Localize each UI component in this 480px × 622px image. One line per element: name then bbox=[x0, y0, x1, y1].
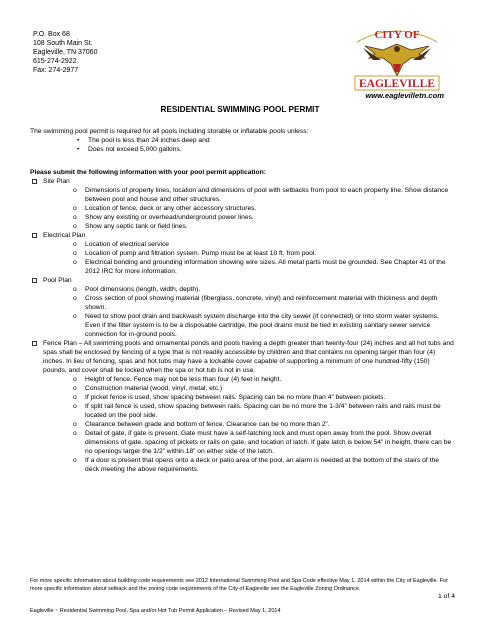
intro-section bbox=[30, 127, 455, 154]
item-text: Clearance between grade and bottom of fence. Clearance can be no more than 2”. bbox=[85, 421, 330, 428]
item-text: If a door is present that opens onto a deck or patio area of the pool, an alarm is needed at the bottom of the stairs of the deck meeting the above requirements. bbox=[85, 457, 439, 473]
list-item bbox=[30, 393, 458, 402]
circle-bullet-icon: o bbox=[73, 313, 77, 320]
document-footer: Eagleville ~ Residential Swimming Pool, Spa and/or Hot Tub Permit Application – Revised May 1, 2014 bbox=[30, 608, 281, 614]
address-line: 108 South Main St. bbox=[33, 40, 93, 47]
list-item bbox=[30, 456, 458, 474]
mailing-address bbox=[33, 30, 97, 75]
circle-bullet-icon: o bbox=[73, 214, 77, 221]
electrical-plan-section bbox=[30, 231, 458, 240]
list-item bbox=[30, 402, 458, 420]
circle-bullet-icon: o bbox=[73, 457, 77, 464]
checkbox-icon bbox=[32, 341, 37, 346]
item-text: Dimensions of property lines, location and dimensions of pool with setbacks from pool to each property line. Show distance between pool and house and other structures. bbox=[85, 187, 449, 203]
page-number: 1 of 4 bbox=[437, 593, 455, 600]
circle-bullet-icon: o bbox=[73, 223, 77, 230]
item-text: Detail of gate, if gate is present. Gate must have a self-latching lock and must open away from the pool. Show overall dimensions of gate, spacing of pickets or rails on gate, and location of latch. If gate latch is below 54” in height, there can be no openings larger the 1/2” within 18” on either side of the latch. bbox=[85, 430, 452, 455]
circle-bullet-icon: o bbox=[73, 250, 77, 257]
list-item bbox=[30, 258, 458, 276]
section-title: Site Plan bbox=[43, 178, 70, 185]
item-text: Location of electrical service bbox=[85, 241, 170, 248]
circle-bullet-icon: o bbox=[73, 403, 77, 410]
circle-bullet-icon: o bbox=[73, 421, 77, 428]
item-text: Electrical bonding and grounding information showing wire sizes. All metal parts must be grounded. See Chapter 41 of the 2012 IRC for more information. bbox=[85, 259, 446, 275]
list-item bbox=[30, 312, 458, 339]
site-plan-section bbox=[30, 177, 458, 186]
item-text: Construction material (wood, vinyl, metal, etc.) bbox=[85, 385, 223, 392]
list-item bbox=[30, 240, 458, 249]
item-text: If split rail fence is used, show spacing between rails. Spacing can be no more the 1-3/4” between rails and rails must be located on the pool side. bbox=[85, 403, 441, 419]
list-item bbox=[30, 384, 458, 393]
footer-note: For more specific information about building code requirements see 2012 International Swimming Pool and Spa Code effective May 1, 2014 within the City of Eagleville. For more specific information about setback and the zoning code requirements of the City of Eagleville see the Eagleville Zoning Ordinance. bbox=[30, 578, 448, 592]
address-line: Eagleville, TN 37060 bbox=[33, 49, 98, 56]
intro-text: The swimming pool permit is required for all pools including storable or inflatable pools unless: bbox=[30, 128, 309, 135]
fence-plan-text: Fence Plan – All swimming pools and ornamental ponds and pools having a depth greater than twenty-four (24) inches and all hot tubs and spas shall be enclosed by fencing of a type that is not readily accessible by children and that contains no opening larger than four (4) inches. In lieu of fencing, spas and hot tubs may have a lockable cover capable of supporting a minimum of one hundred-fifty (150) pounds, and cover shall be locked when the spa or hot tub is not in use. bbox=[43, 340, 454, 374]
circle-bullet-icon: o bbox=[73, 430, 77, 437]
item-text: Location of pump and filtration system. Pump must be at least 10 ft. from pool. bbox=[85, 250, 317, 257]
list-item bbox=[30, 420, 458, 429]
phone-line: 615-274-2922 bbox=[33, 58, 77, 65]
list-item bbox=[30, 213, 458, 222]
fence-plan-section bbox=[30, 339, 458, 375]
item-text: Need to show pool drain and backwash system discharge into the city sewer (if connected) or into storm water systems. Even if the filter system is to be a disposable cartridge, the pool drains must be tied in existing sanitary sewer service connection for in-ground pools. bbox=[85, 313, 439, 338]
item-text: If picket fence is used, show spacing between rails. Spacing can be no more than 4” between pickets. bbox=[85, 394, 386, 401]
circle-bullet-icon: o bbox=[73, 259, 77, 266]
circle-bullet-icon: o bbox=[73, 295, 77, 302]
item-text: Location of fence, deck or any other accessory structures. bbox=[85, 205, 257, 212]
city-seal-logo bbox=[343, 20, 451, 92]
item-text: Height of fence. Fence may not be less than four (4) feet in height. bbox=[85, 376, 282, 383]
list-item bbox=[30, 186, 458, 204]
list-item: • Does not exceed 5,000 gallons. bbox=[30, 145, 455, 154]
circle-bullet-icon: o bbox=[73, 286, 77, 293]
item-text: Show any septic tank or field lines. bbox=[85, 223, 188, 230]
list-item bbox=[30, 249, 458, 258]
section-title: Electrical Plan bbox=[43, 232, 86, 239]
list-item bbox=[30, 429, 458, 456]
page-title: RESIDENTIAL SWIMMING POOL PERMIT bbox=[160, 105, 320, 114]
list-item: • The pool is less than 24 inches deep and bbox=[30, 136, 455, 145]
circle-bullet-icon: o bbox=[73, 187, 77, 194]
list-item bbox=[30, 375, 458, 384]
checkbox-icon bbox=[32, 233, 37, 238]
requirements-section bbox=[30, 168, 458, 474]
list-item bbox=[30, 285, 458, 294]
item-text: Cross section of pool showing material (fiberglass, concrete, vinyl) and reinforcement material with thickness and depth shown. bbox=[85, 295, 438, 311]
list-item bbox=[30, 222, 458, 231]
logo-top-text: CITY OF bbox=[374, 29, 420, 41]
fax-line: Fax: 274-2977 bbox=[33, 67, 79, 74]
intro-bullets bbox=[30, 136, 455, 154]
circle-bullet-icon: o bbox=[73, 385, 77, 392]
list-item bbox=[30, 204, 458, 213]
checkbox-icon bbox=[32, 179, 37, 184]
address-line: P.O. Box 68 bbox=[33, 31, 70, 38]
item-text: Pool dimensions (length, width, depth). bbox=[85, 286, 201, 293]
logo-bottom-text: EAGLEVILLE bbox=[358, 78, 436, 90]
circle-bullet-icon: o bbox=[73, 376, 77, 383]
checkbox-icon bbox=[32, 278, 37, 283]
section-title: Pool Plan bbox=[43, 277, 72, 284]
website-link[interactable]: www.eaglevilletn.com bbox=[365, 91, 444, 100]
item-text: Show any existing or overhead/underground power lines. bbox=[85, 214, 254, 221]
eagle-icon bbox=[363, 44, 431, 76]
circle-bullet-icon: o bbox=[73, 241, 77, 248]
circle-bullet-icon: o bbox=[73, 205, 77, 212]
pool-plan-section bbox=[30, 276, 458, 285]
circle-bullet-icon: o bbox=[73, 394, 77, 401]
list-item bbox=[30, 294, 458, 312]
requirements-heading: Please submit the following information with your pool permit application: bbox=[30, 169, 266, 176]
